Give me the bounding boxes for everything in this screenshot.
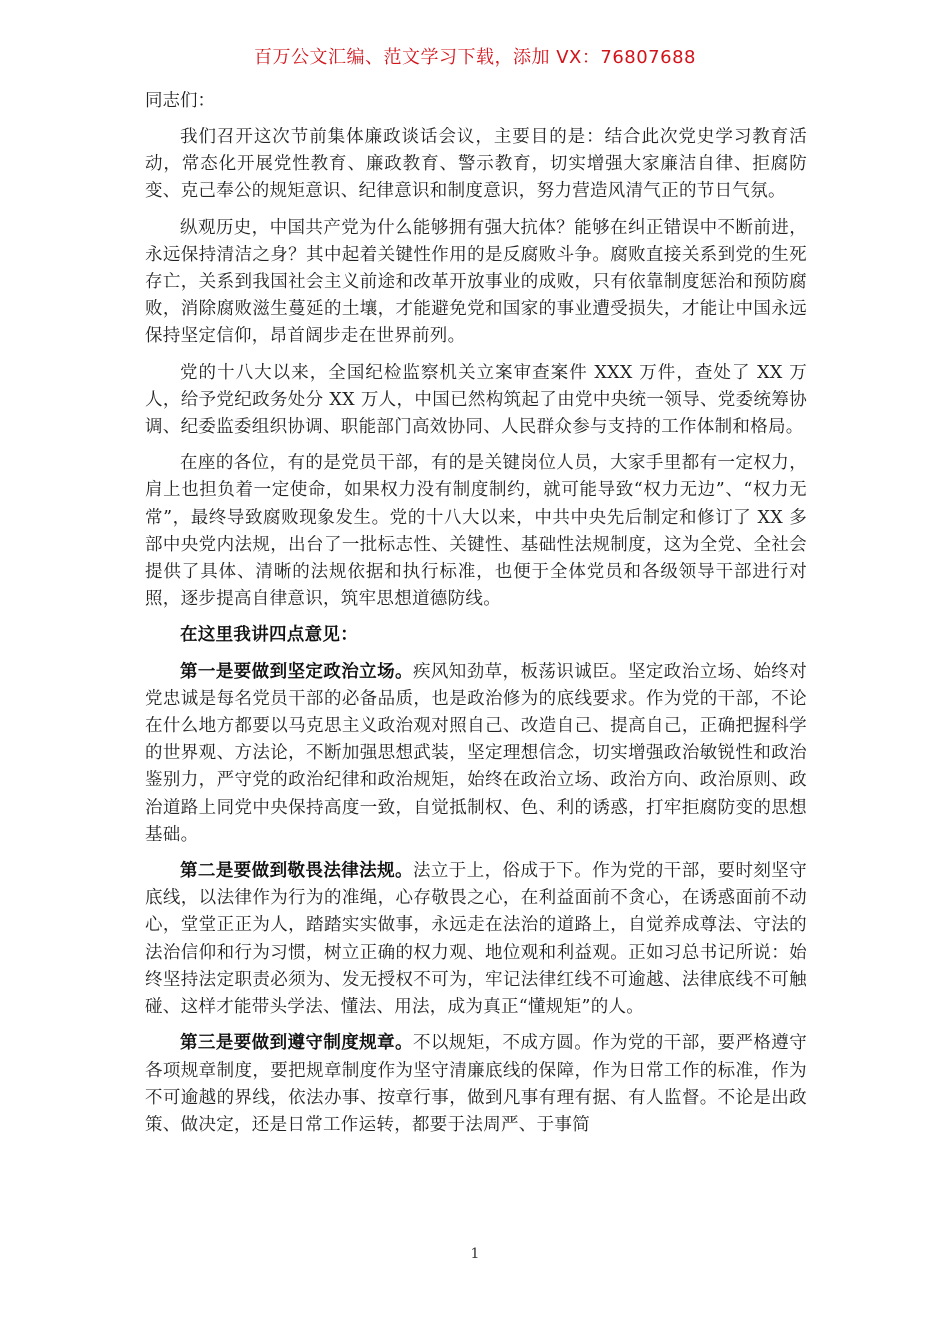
- paragraph-history: [145, 215, 807, 351]
- header-banner: 百万公文汇编、范文学习下载，添加 VX：76807688: [254, 47, 696, 68]
- paragraph-text: 我们召开这次节前集体廉政谈话会议，主要目的是：结合此次党史学习教育活动，常态化开展党性教育、廉政教育、警示教育，切实增强大家廉洁自律、拒腐防变、克己奉公的规矩意识、纪律意识和制度意识，努力营造风清气正的节日气氛。: [145, 127, 807, 202]
- paragraph-text: 不以规矩，不成方圆。作为党的干部，要严格遵守各项规章制度，要把规章制度作为坚守清廉底线的保障，作为日常工作的标准，作为不可逾越的界线，依法办事、按章行事，做到凡事有理有据、有人监督。不论是出政策、做决定，还是日常工作运转，都要于法周严、于事简: [145, 1033, 807, 1135]
- paragraph-lead: 第一是要做到坚定政治立场。: [180, 661, 413, 682]
- paragraph-intro: [145, 124, 807, 206]
- paragraph-lead: 在这里我讲四点意见：: [180, 625, 358, 646]
- paragraph-text: 党的十八大以来，全国纪检监察机关立案审查案件 XXX 万件，查处了 XX 万人，给予党纪政务处分 XX 万人，中国已然构筑起了由党中央统一领导、党委统筹协调、纪委监委组织协调、职能部门高效协同、人民群众参与支持的工作体制和格局。: [145, 362, 807, 438]
- paragraph-four-points-intro: [145, 622, 807, 649]
- paragraph-text: 纵观历史，中国共产党为什么能够拥有强大抗体？能够在纠正错误中不断前进，永远保持清洁之身？其中起着关键性作用的是反腐败斗争。腐败直接关系到党的生死存亡，关系到我国社会主义前途和改革开放事业的成败，只有依靠制度惩治和预防腐败，消除腐败滋生蔓延的土壤，才能避免党和国家的事业遭受损失，才能让中国永远保持坚定信仰，昂首阔步走在世界前列。: [145, 217, 807, 347]
- paragraph-text: 在座的各位，有的是党员干部，有的是关键岗位人员，大家手里都有一定权力，肩上也担负着一定使命，如果权力没有制度制约，就可能导致“权力无边”、“权力无常”，最终导致腐败现象发生。党的十八大以来，中共中央先后制定和修订了 XX 多部中央党内法规，出台了一批标志性、关键性、基础性法规制度，这为全党、全社会提供了具体、清晰的法规依据和执行标准，也便于全体党员和各级领导干部进行对照，逐步提高自律意识，筑牢思想道德防线。: [145, 453, 807, 610]
- paragraph-statistics: [145, 360, 807, 442]
- paragraph-text: 疾风知劲草，板荡识诚臣。坚定政治立场、始终对党忠诚是每名党员干部的必备品质，也是政治修为的底线要求。作为党的干部，不论在什么地方都要以马克思主义政治观对照自己、改造自己、提高自己，正确把握科学的世界观、方法论，不断加强思想武装，坚定理想信念，切实增强政治敏锐性和政治鉴别力，严守党的政治纪律和政治规矩，始终在政治立场、政治方向、政治原则、政治道路上同党中央保持高度一致，自觉抵制权、色、利的诱惑，打牢拒腐防变的思想基础。: [145, 661, 807, 845]
- paragraph-point-one: [145, 659, 807, 849]
- paragraph-lead: 第三是要做到遵守制度规章。: [180, 1033, 413, 1054]
- document-body: [145, 88, 807, 1148]
- paragraph-point-three: [145, 1030, 807, 1139]
- paragraph-point-two: [145, 858, 807, 1021]
- paragraph-power: [145, 450, 807, 613]
- paragraph-text: 法立于上，俗成于下。作为党的干部，要时刻坚守底线，以法律作为行为的准绳，心存敬畏之心，在利益面前不贪心，在诱惑面前不动心，堂堂正正为人，踏踏实实做事，永远走在法治的道路上，自觉养成尊法、守法的法治信仰和行为习惯，树立正确的权力观、地位观和利益观。正如习总书记所说：始终坚持法定职责必须为、发无授权不可为，牢记法律红线不可逾越、法律底线不可触碰、这样才能带头学法、懂法、用法，成为真正“懂规矩”的人。: [145, 861, 807, 1018]
- page-number: 1: [470, 1246, 480, 1262]
- salutation: 同志们：: [145, 91, 215, 111]
- paragraph-lead: 第二是要做到敬畏法律法规。: [180, 861, 413, 882]
